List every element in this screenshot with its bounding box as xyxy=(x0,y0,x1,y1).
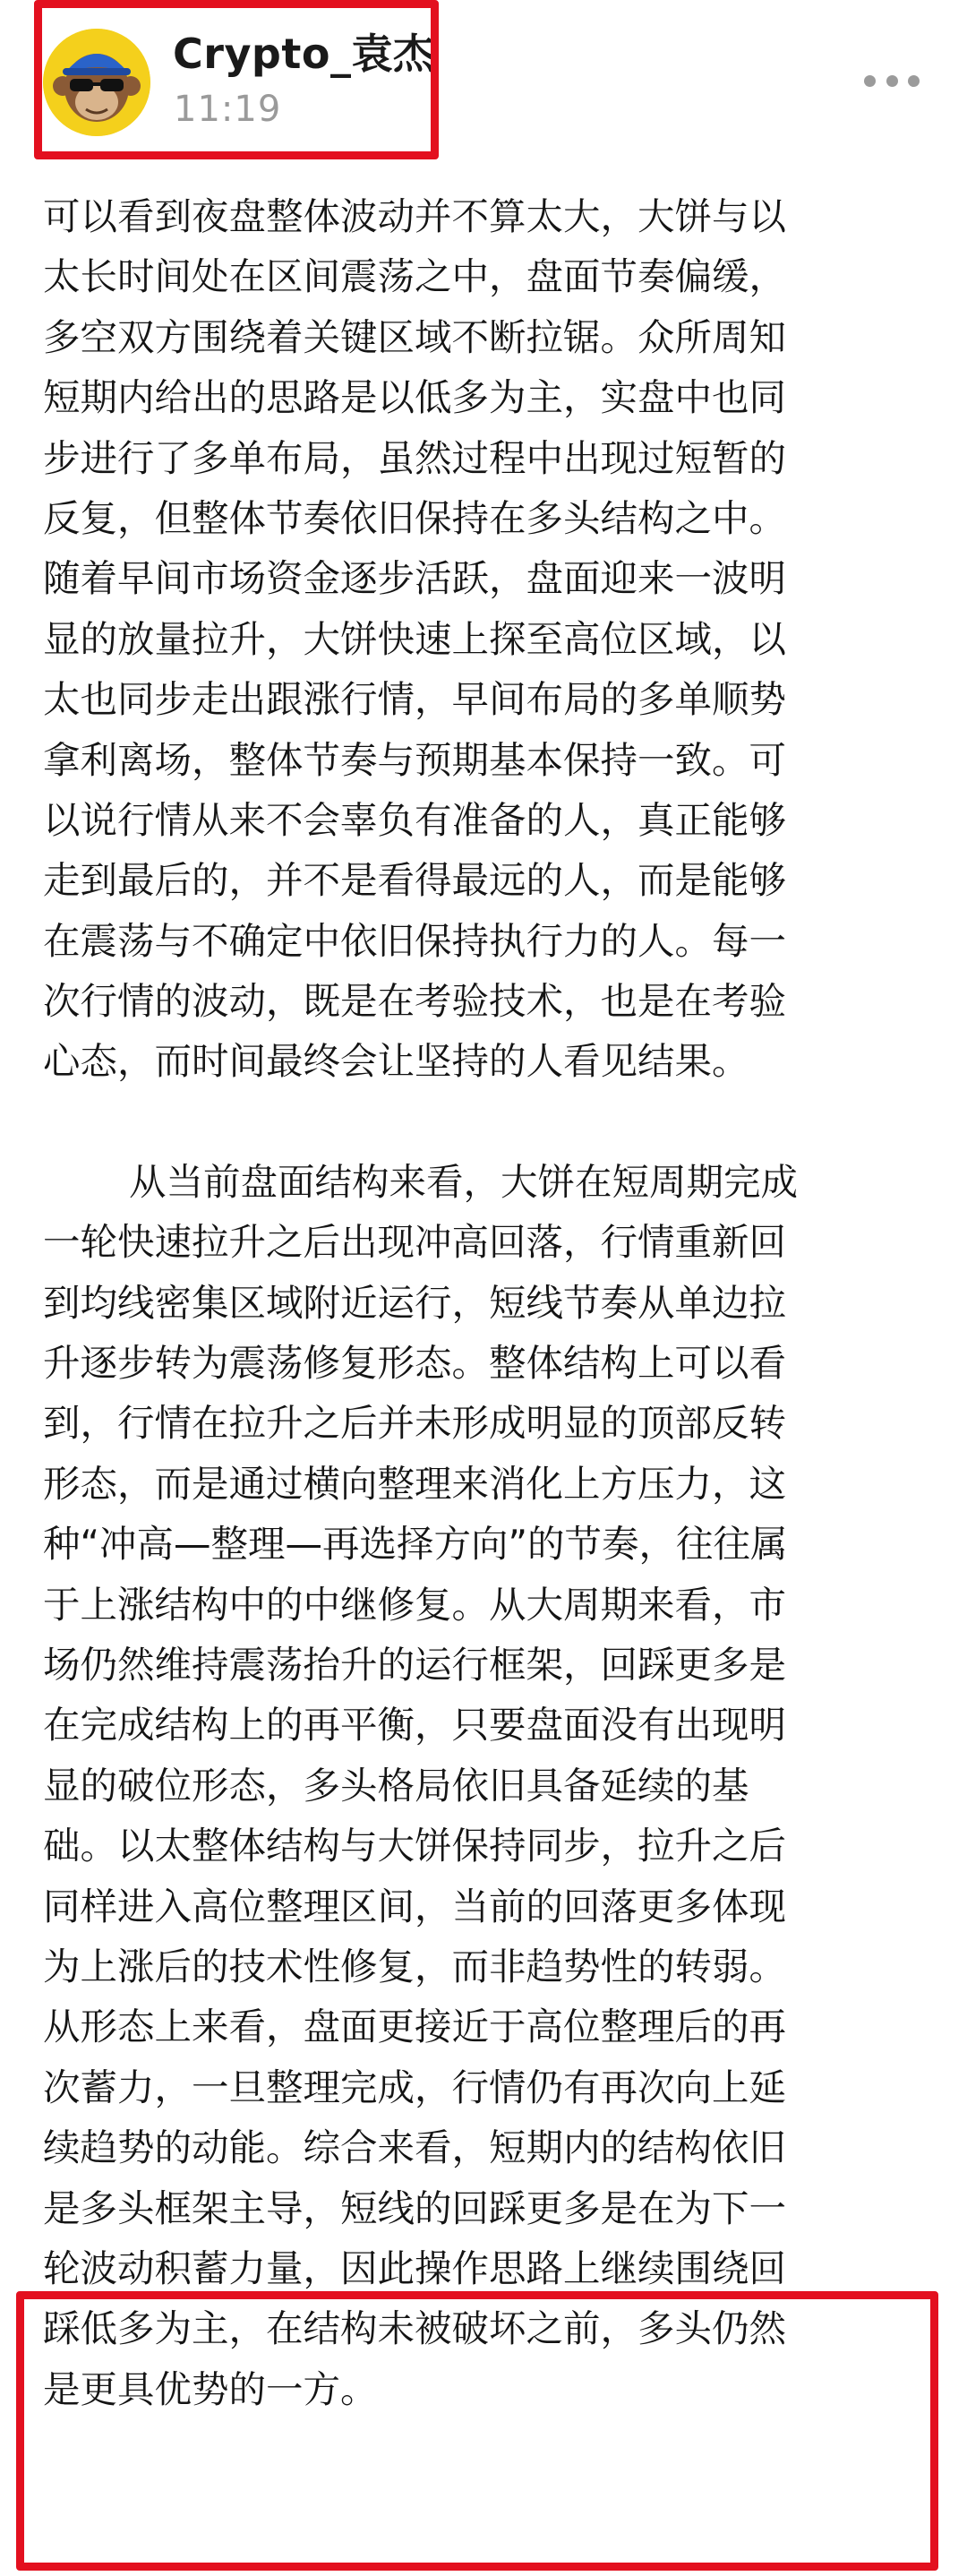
post-time: 11:19 xyxy=(174,89,282,130)
text-line: 拿利离场，整体节奏与预期基本保持一致。可 xyxy=(43,737,787,782)
more-horizontal-icon xyxy=(886,75,898,87)
text-line: 是更具优势的一方。 xyxy=(43,2366,378,2411)
text-line: 础。以太整体结构与大饼保持同步，拉升之后 xyxy=(43,1824,787,1868)
text-line: 太长时间处在区间震荡之中，盘面节奏偏缓， xyxy=(43,254,787,299)
paragraph-2 xyxy=(43,1152,903,2419)
text-line: 多空双方围绕着关键区域不断拉锯。众所周知 xyxy=(43,314,787,359)
more-horizontal-icon xyxy=(908,75,920,87)
text-line: 步进行了多单布局，虽然过程中出现过短暂的 xyxy=(43,435,787,480)
text-line: 显的破位形态，多头格局依旧具备延续的基 xyxy=(43,1763,749,1807)
text-line: 到均线密集区域附近运行，短线节奏从单边拉 xyxy=(43,1280,787,1325)
more-options-button[interactable] xyxy=(864,66,920,95)
author-name[interactable]: Crypto_袁杰 xyxy=(173,30,435,78)
text-line: 次行情的波动，既是在考验技术，也是在考验 xyxy=(43,979,787,1024)
text-line: 升逐步转为震荡修复形态。整体结构上可以看 xyxy=(43,1341,787,1386)
text-line: 一轮快速拉升之后出现冲高回落，行情重新回 xyxy=(43,1220,787,1265)
text-line: 踩低多为主，在结构未被破坏之前，多头仍然 xyxy=(43,2306,787,2351)
text-line: 随着早间市场资金逐步活跃，盘面迎来一波明 xyxy=(43,556,787,601)
text-line: 心态，而时间最终会让坚持的人看见结果。 xyxy=(43,1039,749,1084)
text-line: 续趋势的动能。综合来看，短期内的结构依旧 xyxy=(43,2125,787,2170)
text-line: 于上涨结构中的中继修复。从大周期来看，市 xyxy=(43,1582,787,1627)
text-line: 走到最后的，并不是看得最远的人，而是能够 xyxy=(43,858,787,903)
text-line-content: 从当前盘面结构来看，大饼在短周期完成 xyxy=(129,1159,799,1204)
text-line: 轮波动积蓄力量，因此操作思路上继续围绕回 xyxy=(43,2245,787,2290)
text-line: 太也同步走出跟涨行情，早间布局的多单顺势 xyxy=(43,677,787,722)
text-line: 反复，但整体节奏依旧保持在多头结构之中。 xyxy=(43,495,787,540)
text-line: 为上涨后的技术性修复，而非趋势性的转弱。 xyxy=(43,1944,787,1988)
text-line: 以说行情从来不会辜负有准备的人，真正能够 xyxy=(43,797,787,842)
text-line: 种“冲高—整理—再选择方向”的节奏，往往属 xyxy=(43,1522,788,1567)
paragraph-1 xyxy=(43,186,903,1092)
monkey-avatar-icon xyxy=(43,29,150,136)
post-body xyxy=(43,186,903,2419)
more-horizontal-icon xyxy=(864,75,876,87)
text-line: 可以看到夜盘整体波动并不算太大，大饼与以 xyxy=(43,194,787,238)
text-line: 是多头框架主导，短线的回踩更多是在为下一 xyxy=(43,2185,787,2230)
text-line: 在震荡与不确定中依旧保持执行力的人。每一 xyxy=(43,918,787,963)
text-line: 到，行情在拉升之后并未形成明显的顶部反转 xyxy=(43,1401,787,1446)
text-line: 形态，而是通过横向整理来消化上方压力，这 xyxy=(43,1461,787,1506)
text-line: 次蓄力，一旦整理完成，行情仍有再次向上延 xyxy=(43,2065,787,2109)
text-line: 从形态上来看，盘面更接近于高位整理后的再 xyxy=(43,2005,787,2049)
post-header xyxy=(0,0,967,170)
text-line-first xyxy=(43,1152,903,1212)
text-line: 同样进入高位整理区间，当前的回落更多体现 xyxy=(43,1884,787,1928)
text-line: 显的放量拉升，大饼快速上探至高位区域，以 xyxy=(43,616,787,661)
text-line: 在完成结构上的再平衡，只要盘面没有出现明 xyxy=(43,1703,787,1747)
author-avatar[interactable] xyxy=(43,29,150,136)
text-line: 场仍然维持震荡抬升的运行框架，回踩更多是 xyxy=(43,1642,787,1687)
text-line: 短期内给出的思路是以低多为主，实盘中也同 xyxy=(43,375,787,420)
